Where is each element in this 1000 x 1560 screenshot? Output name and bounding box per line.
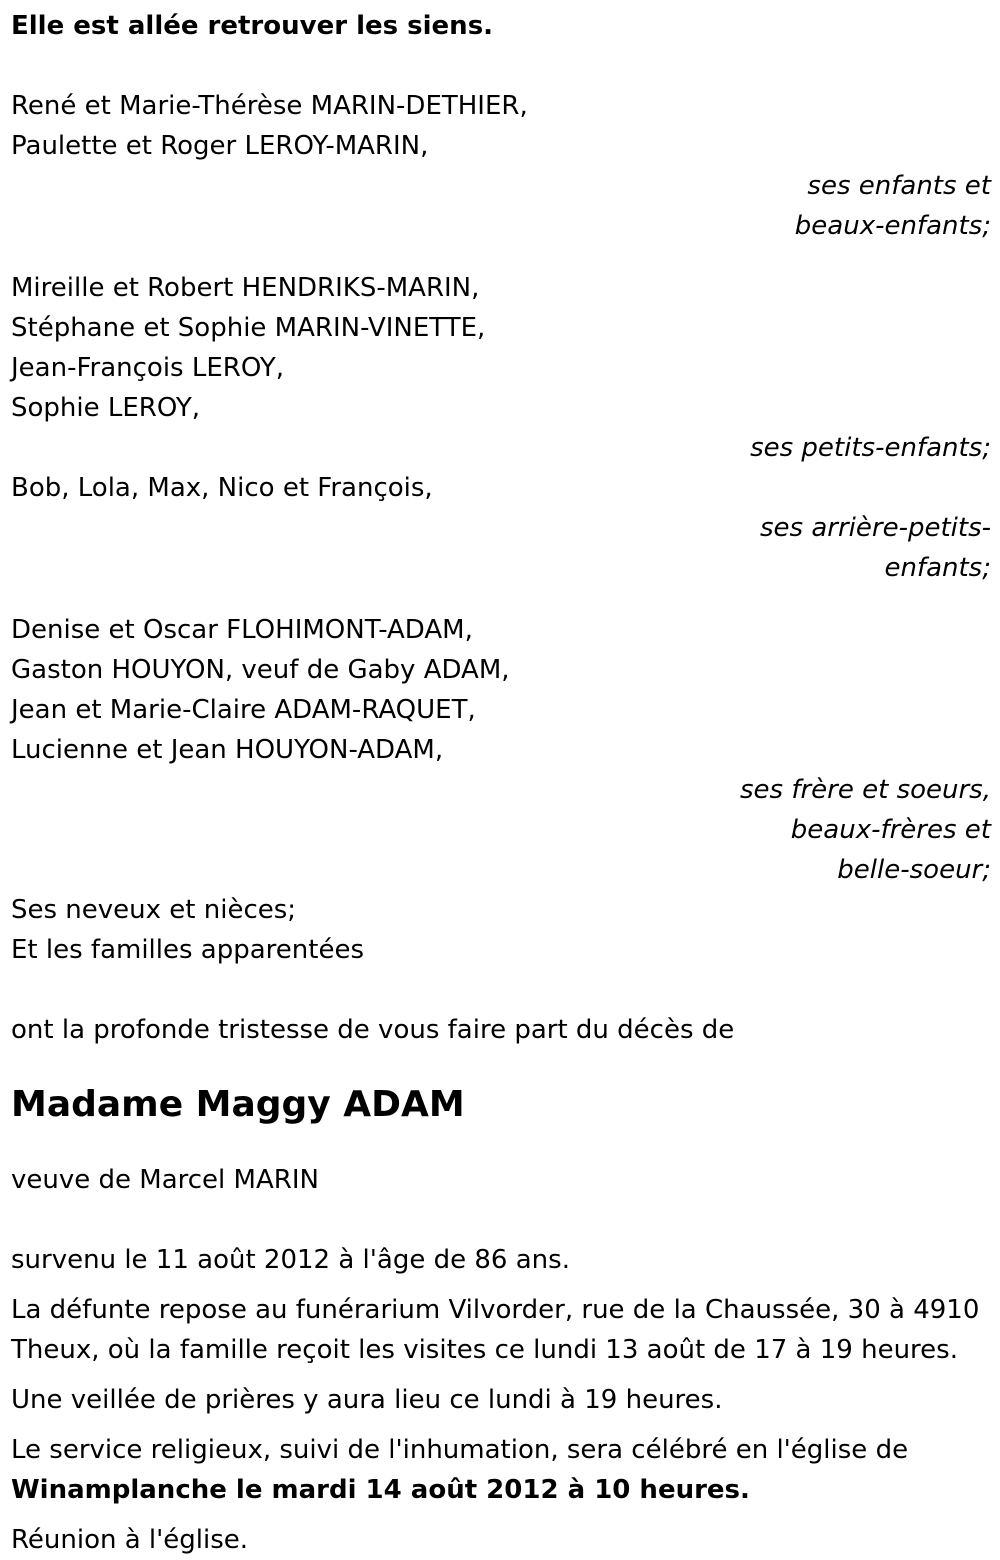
relation-great-grandchildren [11,508,991,588]
nephews-line: Ses neveux et nièces; [11,895,297,925]
rest-location: La défunte repose au funérarium Vilvorder, rue de la Chaussée, 30 à 4910 Theux, où la famille reçoit les visites ce lundi 13 août de 17 à 19 heures. [11,1295,980,1365]
relation-line: enfants; [884,553,991,583]
service-place: Winamplanche le mardi 14 août 2012 à 10 heures. [11,1475,750,1505]
name-line: Bob, Lola, Max, Nico et François, [11,473,433,503]
relation-line: beaux-enfants; [794,211,991,241]
relation-line: ses petits-enfants; [750,433,991,463]
service-intro: Le service religieux, suivi de l'inhumation, sera célébré en l'église de [11,1435,909,1465]
name-line: Gaston HOUYON, veuf de Gaby ADAM, [11,655,510,685]
vigil-info: Une veillée de prières y aura lieu ce lundi à 19 heures. [11,1385,723,1415]
obituary-notice [11,6,991,1560]
name-line: Denise et Oscar FLOHIMONT-ADAM, [11,615,473,645]
relation-line: ses arrière-petits- [760,513,991,543]
relation-grandchildren [11,428,991,468]
families-line: Et les familles apparentées [11,935,365,965]
name-line: Stéphane et Sophie MARIN-VINETTE, [11,313,486,343]
relation-children [11,166,991,246]
service-info [11,1430,991,1510]
name-line: Jean-François LEROY, [11,353,285,383]
announcement: ont la profonde tristesse de vous faire part du décès de [11,1015,735,1045]
name-line: René et Marie-Thérèse MARIN-DETHIER, [11,91,528,121]
intro-line: Elle est allée retrouver les siens. [11,11,494,41]
relation-line: ses frère et soeurs, [739,775,991,805]
name-line: Sophie LEROY, [11,393,201,423]
name-line: Mireille et Robert HENDRIKS-MARIN, [11,273,480,303]
relation-line: belle-soeur; [837,855,991,885]
meeting-info: Réunion à l'église. [11,1525,249,1555]
relation-line: beaux-frères et [790,815,991,845]
death-date: survenu le 11 août 2012 à l'âge de 86 ans. [11,1245,570,1275]
deceased-name: Madame Maggy ADAM [11,1084,465,1125]
name-line: Lucienne et Jean HOUYON-ADAM, [11,735,444,765]
name-line: Jean et Marie-Claire ADAM-RAQUET, [11,695,476,725]
widow-of: veuve de Marcel MARIN [11,1165,319,1195]
relation-line: ses enfants et [807,171,991,201]
relation-siblings [11,770,991,890]
name-line: Paulette et Roger LEROY-MARIN, [11,131,429,161]
